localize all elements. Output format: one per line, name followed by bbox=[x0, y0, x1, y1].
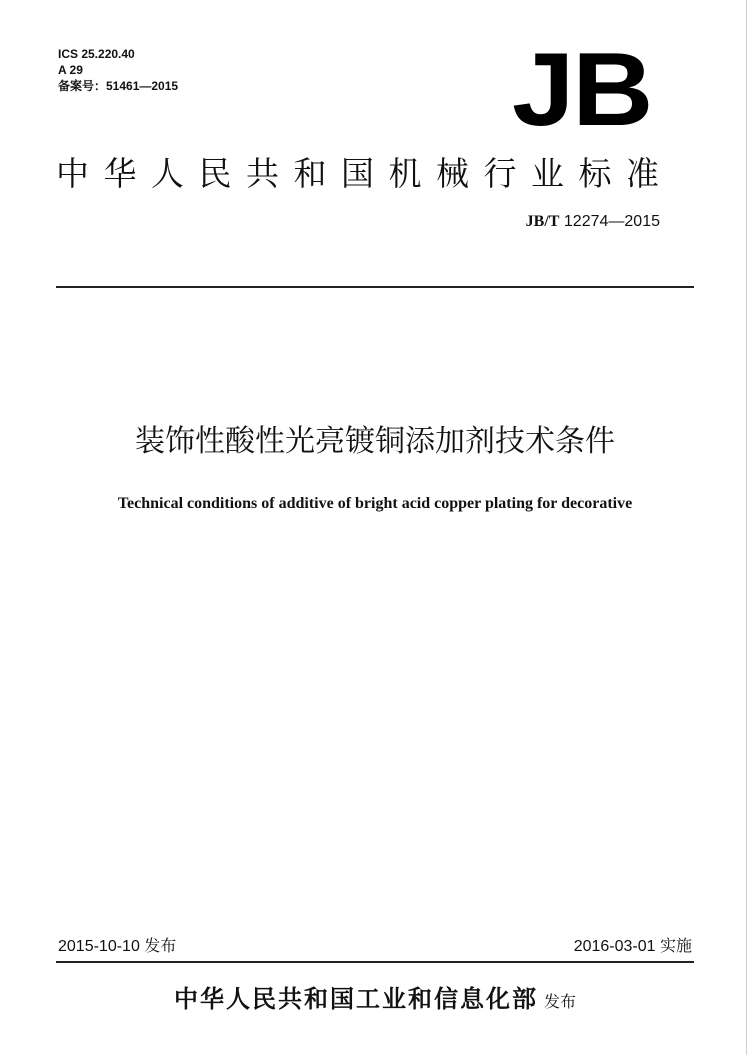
top-divider bbox=[56, 286, 694, 288]
document-title-cn: 装饰性酸性光亮镀铜添加剂技术条件 bbox=[135, 424, 615, 459]
standard-number-prefix: JB/T bbox=[525, 213, 560, 230]
document-title-en: Technical conditions of additive of bright acid copper plating for decorative bbox=[117, 495, 633, 512]
standard-number bbox=[526, 212, 660, 232]
publisher-name: 中华人民共和国工业和信息化部 bbox=[173, 985, 538, 1013]
ics-code: ICS 25.220.40 bbox=[58, 47, 135, 61]
bottom-divider bbox=[56, 961, 694, 963]
filing-number: 备案号：51461—2015 bbox=[58, 79, 179, 93]
jb-logo: JB bbox=[512, 32, 652, 148]
standard-category-title: 中华人民共和国机械行业标准 bbox=[56, 154, 674, 193]
publisher bbox=[0, 983, 750, 1018]
page-edge-line bbox=[746, 0, 747, 1055]
standard-number-value: 12274—2015 bbox=[563, 213, 660, 230]
publisher-suffix: 发布 bbox=[543, 992, 576, 1011]
classification-code: A 29 bbox=[58, 63, 83, 77]
effective-date: 2016-03-01 实施 bbox=[573, 938, 692, 955]
issue-date: 2015-10-10 发布 bbox=[58, 938, 177, 955]
header-meta bbox=[58, 46, 178, 94]
